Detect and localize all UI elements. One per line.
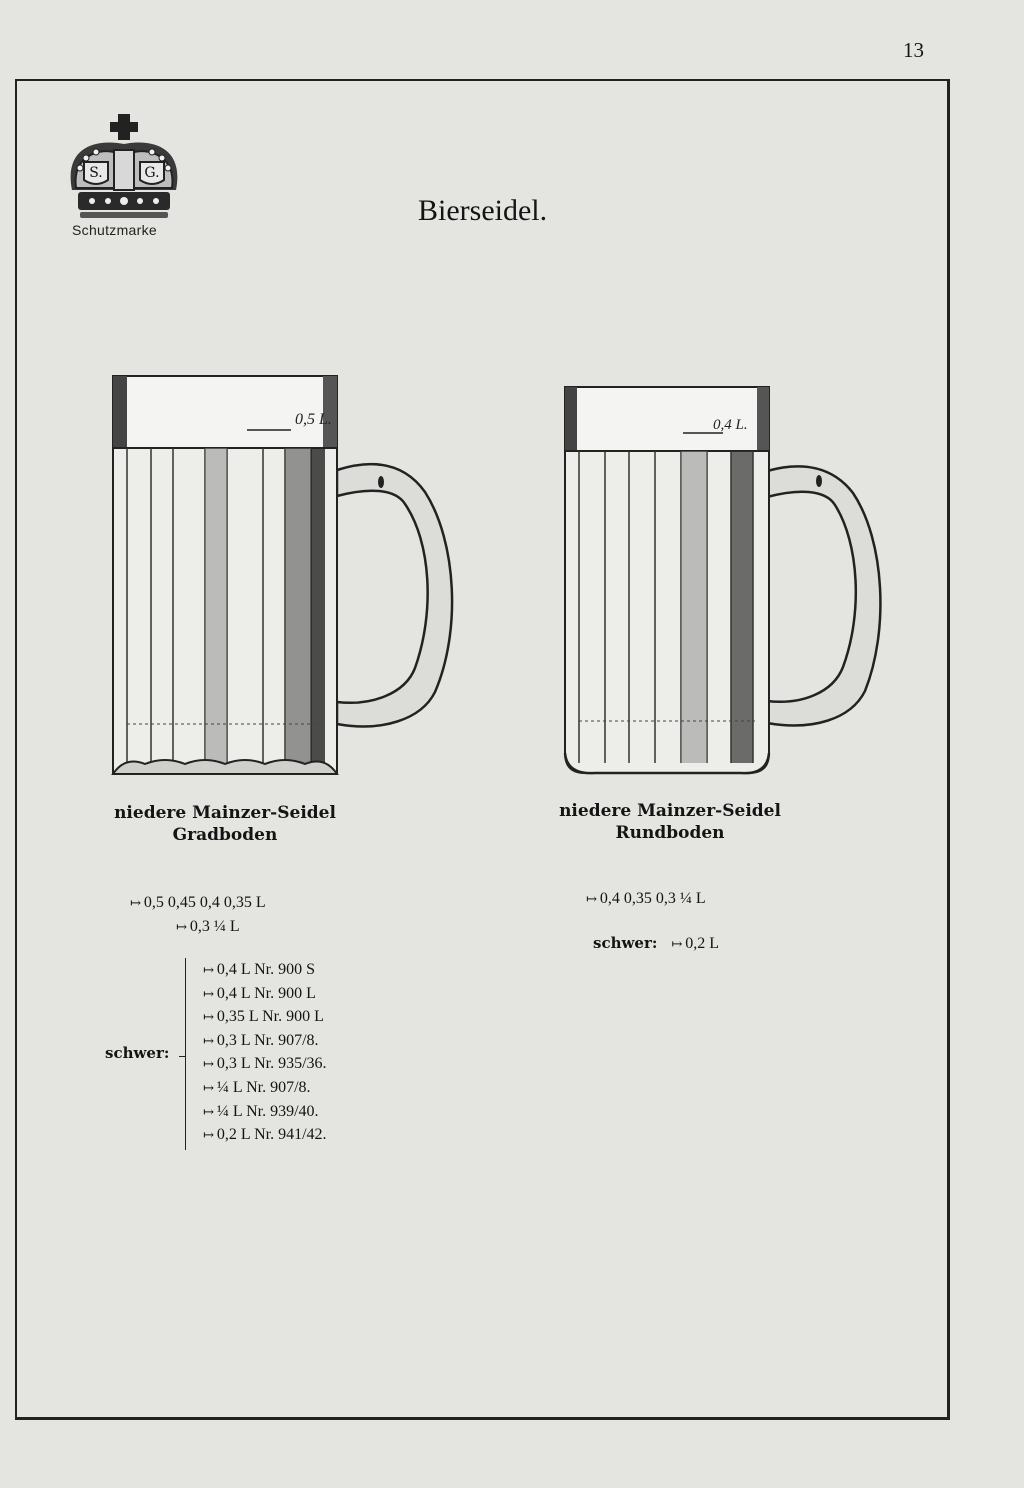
mug-left-sizes-line2-text: 0,3 ¼ L [189,918,240,935]
mug-left-caption-base: Gradboden [172,825,278,845]
list-item: ↦ 0,4 L Nr. 900 S [203,961,315,978]
page-number: 13 [903,38,924,62]
crown-initial-g: G. [144,165,160,181]
mug-left-sizes-line2 [176,918,240,936]
list-item: ↦ 0,3 L Nr. 907/8. [203,1031,319,1049]
mug-left-sizes-line1 [130,894,266,912]
crown-icon [62,110,186,224]
mug-left-heavy-list [203,958,327,1147]
brace-tip [179,1048,185,1057]
mug-left-capacity-mark: 0,5 L. [295,411,332,428]
crown-initial-s: S. [89,165,103,181]
list-item: ↦ ¼ L Nr. 907/8. [203,1078,311,1096]
mug-right-caption-base: Rundboden [615,823,725,843]
arrow-icon: ↦ [176,919,187,934]
mug-left-caption-name: niedere Mainzer-Seidel [114,803,336,823]
list-item: ↦ 0,3 L Nr. 935/36. [203,1055,327,1073]
mug-right-heavy-label: schwer: [593,934,658,952]
arrow-icon: ↦ [130,895,141,910]
brace-icon [185,958,194,1150]
mug-gradboden-illustration [105,372,465,782]
page-title: Bierseidel. [418,194,548,227]
list-item: ↦ 0,35 L Nr. 900 L [203,1008,324,1026]
mug-right-heavy-size: 0,2 L [685,935,720,952]
mug-left-sizes-line1-text: 0,5 0,45 0,4 0,35 L [143,894,266,911]
trademark-label: Schutzmarke [72,222,157,238]
mug-rundboden-illustration [555,381,895,781]
mug-right-sizes-line1 [586,890,706,908]
arrow-icon: ↦ [671,936,683,951]
mug-right-caption-name: niedere Mainzer-Seidel [559,801,781,821]
list-item: ↦ ¼ L Nr. 939/40. [203,1102,319,1120]
mug-left-caption [95,802,355,846]
mug-right-heavy-line [593,934,719,953]
mug-left-heavy-label: schwer: [105,1044,170,1062]
mug-right-sizes-line1-text: 0,4 0,35 0,3 ¼ L [599,890,706,907]
arrow-icon: ↦ [586,891,597,906]
list-item: ↦ 0,2 L Nr. 941/42. [203,1126,327,1144]
mug-right-caption [540,800,800,844]
list-item: ↦ 0,4 L Nr. 900 L [203,984,316,1002]
mug-right-capacity-mark: 0,4 L. [713,417,748,433]
